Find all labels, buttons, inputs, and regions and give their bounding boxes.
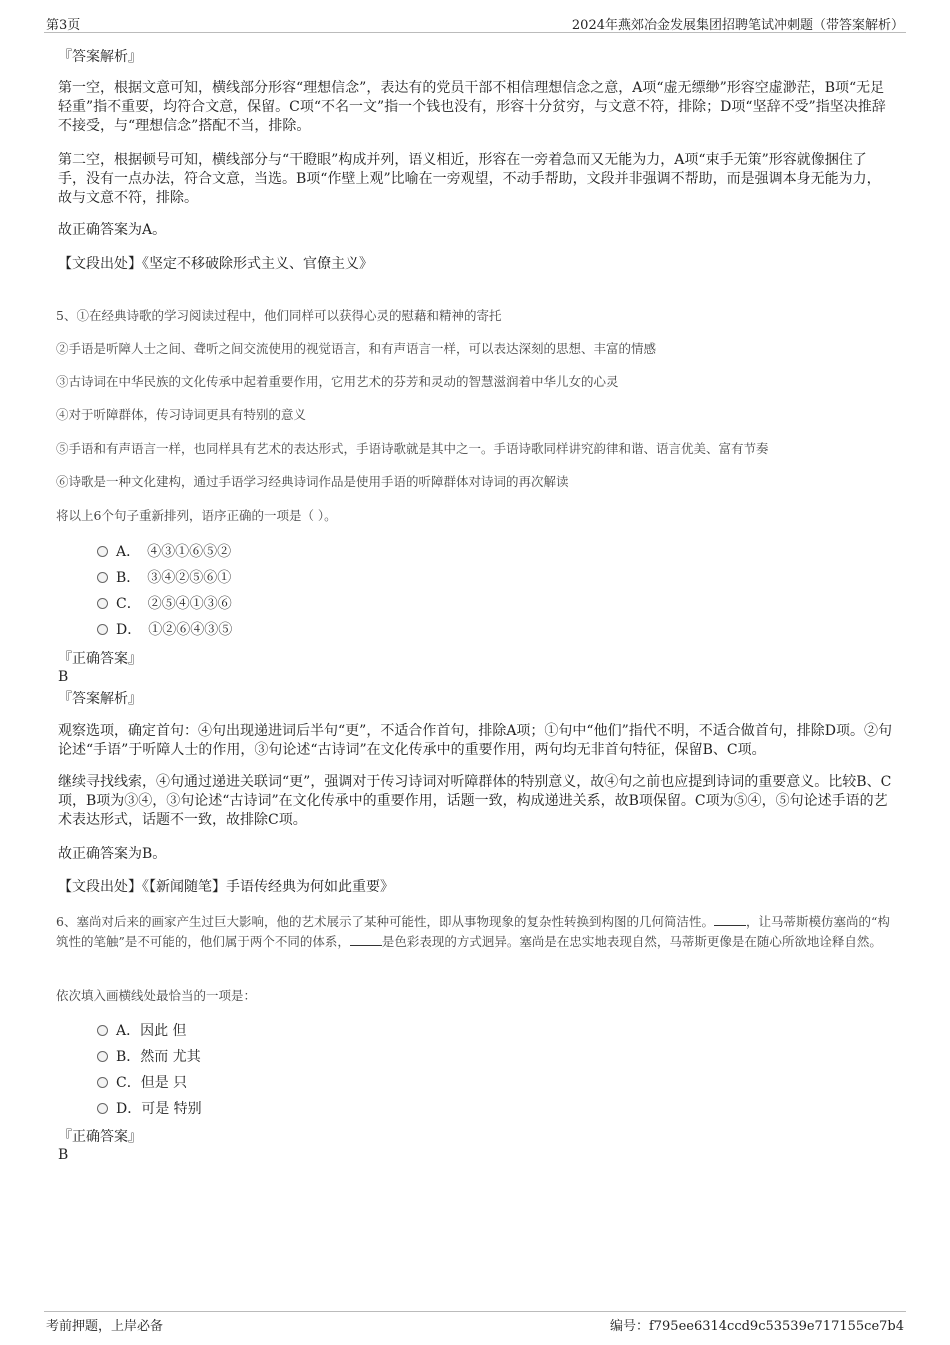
q6-answer-label: 『正确答案』: [58, 1129, 142, 1145]
q6-stem-part1: 6、塞尚对后来的画家产生过巨大影响，他的艺术展示了某种可能性，即从事物现象的复杂性转换到构图的几何简洁性。: [56, 914, 714, 929]
q5-option-c[interactable]: [97, 595, 232, 613]
radio-icon[interactable]: [97, 1077, 108, 1088]
option-label: B． ③④②⑤⑥①: [116, 570, 232, 586]
q6-option-b[interactable]: [97, 1048, 201, 1066]
q5-sentence-5: ⑤手语和有声语言一样，也同样具有艺术的表达形式，手语诗歌就是其中之一。手语诗歌同样讲究韵律和谐、语言优美、富有节奏: [56, 441, 769, 456]
page-number: 第3页: [46, 18, 81, 33]
q4-conclusion: 故正确答案为A。: [58, 222, 167, 238]
q5-sentence-1: 5、①在经典诗歌的学习阅读过程中，他们同样可以获得心灵的慰藉和精神的寄托: [56, 308, 502, 323]
q6-option-a[interactable]: [97, 1022, 187, 1040]
footer-slogan: 考前押题，上岸必备: [46, 1319, 164, 1334]
option-label: D．可是 特别: [116, 1101, 202, 1117]
option-label: D． ①②⑥④③⑤: [116, 622, 233, 638]
option-label: C． ②⑤④①③⑥: [116, 596, 232, 612]
q6-stem-part3: 是色彩表现的方式迥异。塞尚是在忠实地表现自然，马蒂斯更像是在随心所欲地诠释自然。: [381, 934, 882, 949]
q6-answer: B: [58, 1147, 69, 1163]
fill-blank-2: [350, 933, 382, 946]
q5-sentence-2: ②手语是听障人士之间、聋听之间交流使用的视觉语言，和有声语言一样，可以表达深刻的思想、丰富的情感: [56, 341, 657, 356]
radio-icon[interactable]: [97, 1025, 108, 1036]
radio-icon[interactable]: [97, 1051, 108, 1062]
q5-answer: B: [58, 669, 69, 685]
option-label: A．因此 但: [116, 1023, 187, 1039]
document-title: 2024年燕郊冶金发展集团招聘笔试冲刺题（带答案解析）: [571, 18, 904, 33]
q6-stem: [56, 912, 896, 952]
q5-option-d[interactable]: [97, 621, 232, 639]
q4-analysis-label: 『答案解析』: [58, 49, 142, 65]
option-label: C．但是 只: [116, 1075, 188, 1091]
document-id: 编号：f795ee6314ccd9c53539e717155ce7b4: [609, 1319, 904, 1334]
q5-sentence-4: ④对于听障群体，传习诗词更具有特别的意义: [56, 407, 307, 422]
q5-conclusion: 故正确答案为B。: [58, 846, 167, 862]
page-footer: [44, 1311, 906, 1336]
q5-analysis-label: 『答案解析』: [58, 691, 142, 707]
q5-answer-label: 『正确答案』: [58, 651, 142, 667]
q5-analysis-para1: 观察选项，确定首句：④句出现递进词后半句“更”，不适合作首句，排除A项；①句中“他们”指代不明，不适合做首句，排除D项。②句论述“手语”于听障人士的作用，③句论述“古诗词”在文化传承中的重要作用，两句均无非首句特征，保留B、C项。: [58, 723, 892, 758]
radio-icon[interactable]: [97, 1103, 108, 1114]
q4-source: 【文段出处】《坚定不移破除形式主义、官僚主义》: [58, 256, 373, 272]
radio-icon[interactable]: [97, 572, 108, 583]
option-label: B．然而 尤其: [116, 1049, 201, 1065]
radio-icon[interactable]: [97, 546, 108, 557]
q5-option-a[interactable]: [97, 543, 231, 561]
fill-blank-1: [714, 913, 746, 926]
radio-icon[interactable]: [97, 624, 108, 635]
page-header: [44, 12, 906, 33]
q6-stem-part2: ，让马蒂斯模仿塞尚的“构筑性的笔触”是不可能的，他们属于两个不同的体系，: [56, 914, 890, 949]
q5-analysis-para2: 继续寻找线索，④句通过递进关联词“更”，强调对于传习诗词对听障群体的特别意义，故④句之前也应提到诗词的重要意义。比较B、C项，B项为③④，③句论述“古诗词”在文化传承中的重要作用，话题一致，构成递进关系，故B项保留。C项为⑤④，⑤句论述手语的艺术表达形式，话题不一致，故排除C项。: [58, 774, 892, 828]
radio-icon[interactable]: [97, 598, 108, 609]
q4-analysis-para1: 第一空，根据文意可知，横线部分形容“理想信念”，表达有的党员干部不相信理想信念之意，A项“虚无缥缈”形容空虚渺茫，B项“无足轻重”指不重要，均符合文意，保留。C项“不名一文”指一个钱也没有，形容十分贫穷，与文意不符，排除；D项“坚辞不受”指坚决推辞不接受，与“理想信念”搭配不当，排除。: [58, 80, 886, 134]
q5-sentence-3: ③古诗词在中华民族的文化传承中起着重要作用，它用艺术的芬芳和灵动的智慧滋润着中华儿女的心灵: [56, 374, 619, 389]
q6-prompt: 依次填入画横线处最恰当的一项是：: [56, 988, 257, 1003]
q5-option-b[interactable]: [97, 569, 231, 587]
q6-option-d[interactable]: [97, 1100, 202, 1118]
q5-prompt: 将以上6个句子重新排列，语序正确的一项是（ ）。: [56, 508, 337, 523]
option-label: A． ④③①⑥⑤②: [116, 544, 232, 560]
q5-source: 【文段出处】《【新闻随笔】手语传经典为何如此重要》: [58, 879, 394, 895]
q6-option-c[interactable]: [97, 1074, 187, 1092]
q5-sentence-6: ⑥诗歌是一种文化建构，通过手语学习经典诗词作品是使用手语的听障群体对诗词的再次解读: [56, 474, 569, 489]
q4-analysis-para2: 第二空，根据顿号可知，横线部分与“干瞪眼”构成并列，语义相近，形容在一旁着急而又无能为力，A项“束手无策”形容就像捆住了手，没有一点办法，符合文意，当选。B项“作壁上观”比喻在一旁观望，不动手帮助，文段并非强调不帮助，而是强调本身无能为力，故与文意不符，排除。: [58, 152, 881, 206]
